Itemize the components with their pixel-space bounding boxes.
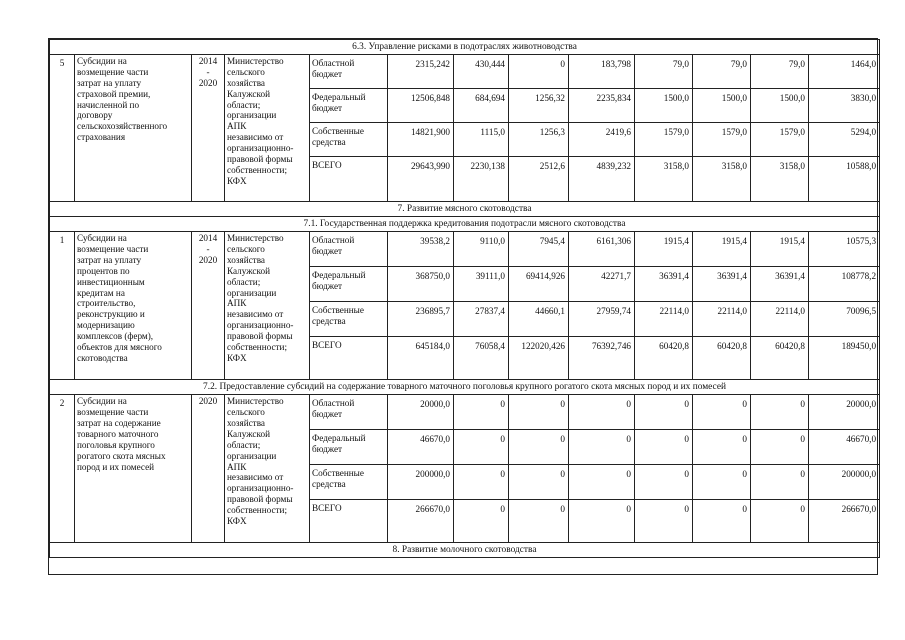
measure-name-line: реконструкцию и	[77, 309, 145, 320]
funding-value: 0	[751, 465, 809, 500]
measure-name-line: Субсидии на	[77, 396, 127, 407]
funding-source: Областной бюджет	[310, 395, 388, 430]
funding-value: 0	[569, 395, 635, 430]
executor	[225, 232, 310, 380]
section-title: 7.1. Государственная поддержка кредитования подотрасли мясного скотоводства	[50, 217, 880, 232]
funding-source: ВСЕГО	[310, 337, 388, 380]
measure-name-line: объектов для мясного	[77, 341, 162, 352]
executor-line: собственности;	[227, 164, 288, 175]
measure-name	[75, 395, 192, 543]
executor-line: организационно-	[227, 142, 294, 153]
funding-row	[50, 232, 880, 267]
measure-name	[75, 55, 192, 202]
funding-value: 1500,0	[635, 89, 693, 123]
funding-value: 0	[635, 465, 693, 500]
funding-value: 6161,306	[569, 232, 635, 267]
funding-value: 39538,2	[388, 232, 454, 267]
period-line: 2020	[198, 255, 218, 265]
executor-line: хозяйства	[227, 255, 265, 265]
funding-value: 266670,0	[388, 500, 454, 543]
measure-name-line: процентов по	[77, 265, 130, 276]
funding-value: 430,444	[454, 55, 509, 89]
funding-value: 236895,7	[388, 302, 454, 337]
executor-line: сельского	[227, 244, 265, 255]
funding-value: 0	[569, 500, 635, 543]
funding-value: 76058,4	[454, 337, 509, 380]
funding-value: 1256,3	[509, 123, 569, 157]
funding-value: 2230,138	[454, 157, 509, 202]
funding-value: 200000,0	[809, 465, 880, 500]
funding-value: 46670,0	[809, 430, 880, 465]
executor-line: области;	[227, 276, 261, 287]
executor-line: организационно-	[227, 483, 294, 494]
funding-value: 79,0	[635, 55, 693, 89]
funding-value: 27837,4	[454, 302, 509, 337]
funding-value: 1579,0	[751, 123, 809, 157]
funding-source: Федеральный бюджет	[310, 267, 388, 302]
funding-value: 36391,4	[751, 267, 809, 302]
funding-value: 29643,990	[388, 157, 454, 202]
funding-value: 10588,0	[809, 157, 880, 202]
funding-value: 3158,0	[693, 157, 751, 202]
funding-value: 1500,0	[751, 89, 809, 123]
row-number: 5	[50, 55, 75, 202]
measure-name-line: скотоводства	[77, 352, 128, 363]
funding-value: 0	[509, 500, 569, 543]
funding-value: 0	[509, 465, 569, 500]
measure-name-line: Субсидии на	[77, 56, 127, 67]
measure-name-line: страхования	[77, 132, 126, 143]
measure-name-line: инвестиционным	[77, 276, 145, 287]
funding-value: 0	[635, 395, 693, 430]
funding-value: 1256,32	[509, 89, 569, 123]
period	[192, 232, 225, 380]
executor-line: организации	[227, 450, 277, 461]
measure-name-line: возмещение части	[77, 407, 149, 418]
funding-source: Областной бюджет	[310, 232, 388, 267]
measure-name-line: затрат на содержание	[77, 418, 161, 429]
period-line: -	[206, 66, 210, 77]
funding-source: ВСЕГО	[310, 500, 388, 543]
section-title: 7. Развитие мясного скотоводства	[50, 202, 880, 217]
funding-source: ВСЕГО	[310, 157, 388, 202]
measure-name-line: сельскохозяйственного	[77, 121, 168, 132]
funding-value: 0	[693, 465, 751, 500]
measure-name-line: страховой премии,	[77, 88, 151, 99]
executor-line: КФХ	[227, 515, 247, 526]
period	[192, 55, 225, 202]
executor-line: собственности;	[227, 504, 288, 515]
measure-name-line: Субсидии на	[77, 233, 127, 244]
section-header-row	[50, 202, 880, 217]
measure-name-line: кредитам на	[77, 287, 125, 298]
funding-value: 1915,4	[693, 232, 751, 267]
funding-value: 44660,1	[509, 302, 569, 337]
executor-line: АПК	[227, 121, 247, 132]
funding-value: 0	[635, 430, 693, 465]
section-title: 6.3. Управление рисками в подотраслях животноводства	[50, 40, 880, 55]
program-table	[49, 39, 880, 558]
executor-line: Калужской	[227, 428, 270, 439]
funding-value: 79,0	[751, 55, 809, 89]
funding-value: 1115,0	[454, 123, 509, 157]
funding-value: 3830,0	[809, 89, 880, 123]
measure-name-line: поголовья крупного	[77, 439, 155, 450]
funding-value: 5294,0	[809, 123, 880, 157]
measure-name	[75, 232, 192, 380]
funding-value: 645184,0	[388, 337, 454, 380]
funding-value: 0	[751, 500, 809, 543]
period-line: 2014	[198, 56, 218, 67]
funding-value: 14821,900	[388, 123, 454, 157]
executor-line: правовой формы	[227, 331, 293, 342]
funding-value: 60420,8	[751, 337, 809, 380]
executor-line: правовой формы	[227, 153, 293, 164]
funding-source: Федеральный бюджет	[310, 89, 388, 123]
executor-line: Калужской	[227, 88, 270, 99]
funding-value: 266670,0	[809, 500, 880, 543]
funding-value: 2315,242	[388, 55, 454, 89]
measure-name-line: договору	[77, 110, 113, 121]
executor-line: независимо от	[227, 132, 284, 143]
funding-source: Собственные средства	[310, 123, 388, 157]
row-number: 1	[50, 232, 75, 380]
funding-source: Областной бюджет	[310, 55, 388, 89]
executor-line: хозяйства	[227, 77, 265, 88]
executor-line: АПК	[227, 298, 247, 309]
funding-source: Собственные средства	[310, 465, 388, 500]
funding-value: 7945,4	[509, 232, 569, 267]
executor-line: собственности;	[227, 341, 288, 352]
funding-value: 0	[693, 500, 751, 543]
funding-value: 368750,0	[388, 267, 454, 302]
document-page	[48, 38, 878, 575]
funding-value: 1500,0	[693, 89, 751, 123]
funding-value: 1915,4	[751, 232, 809, 267]
measure-name-line: товарного маточного	[77, 428, 159, 439]
executor-line: хозяйства	[227, 418, 265, 429]
funding-value: 0	[751, 430, 809, 465]
section-header-row	[50, 217, 880, 232]
executor-line: КФХ	[227, 175, 247, 186]
executor	[225, 395, 310, 543]
executor-line: области;	[227, 439, 261, 450]
funding-value: 36391,4	[693, 267, 751, 302]
funding-value: 0	[509, 395, 569, 430]
executor-line: КФХ	[227, 352, 247, 363]
measure-name-line: строительство,	[77, 298, 136, 309]
funding-value: 79,0	[693, 55, 751, 89]
section-header-row	[50, 40, 880, 55]
executor-line: Министерство	[227, 396, 284, 407]
funding-source: Федеральный бюджет	[310, 430, 388, 465]
funding-value: 9110,0	[454, 232, 509, 267]
funding-value: 0	[693, 430, 751, 465]
executor-line: организации	[227, 110, 277, 121]
funding-value: 69414,926	[509, 267, 569, 302]
funding-value: 0	[454, 395, 509, 430]
measure-name-line: пород и их помесей	[77, 461, 155, 472]
funding-value: 0	[569, 430, 635, 465]
funding-value: 10575,3	[809, 232, 880, 267]
section-header-row	[50, 380, 880, 395]
measure-name-line: затрат на уплату	[77, 77, 142, 88]
funding-value: 22114,0	[751, 302, 809, 337]
period-line: 2020	[198, 396, 218, 407]
period-line: 2020	[198, 77, 218, 88]
measure-name-line: рогатого скота мясных	[77, 450, 166, 461]
funding-value: 70096,5	[809, 302, 880, 337]
measure-name-line: затрат на уплату	[77, 255, 142, 265]
funding-value: 60420,8	[693, 337, 751, 380]
period-line: -	[206, 244, 210, 255]
funding-value: 22114,0	[693, 302, 751, 337]
funding-value: 1579,0	[635, 123, 693, 157]
funding-row	[50, 395, 880, 430]
funding-value: 36391,4	[635, 267, 693, 302]
funding-value: 60420,8	[635, 337, 693, 380]
section-header-row	[50, 543, 880, 558]
measure-name-line: возмещение части	[77, 244, 149, 255]
funding-value: 22114,0	[635, 302, 693, 337]
funding-value: 0	[509, 430, 569, 465]
executor-line: Калужской	[227, 265, 270, 276]
funding-value: 1915,4	[635, 232, 693, 267]
funding-value: 0	[751, 395, 809, 430]
funding-value: 200000,0	[388, 465, 454, 500]
executor-line: организации	[227, 287, 277, 298]
section-title: 7.2. Предоставление субсидий на содержание товарного маточного поголовья крупного рогатого скота мясных пород и их помесей	[50, 380, 880, 395]
funding-value: 0	[454, 500, 509, 543]
funding-value: 0	[509, 55, 569, 89]
funding-value: 0	[454, 465, 509, 500]
funding-value: 76392,746	[569, 337, 635, 380]
funding-value: 1464,0	[809, 55, 880, 89]
funding-value: 0	[635, 500, 693, 543]
funding-value: 2512,6	[509, 157, 569, 202]
funding-value: 2235,834	[569, 89, 635, 123]
funding-source: Собственные средства	[310, 302, 388, 337]
executor-line: АПК	[227, 461, 247, 472]
funding-value: 42271,7	[569, 267, 635, 302]
funding-value: 20000,0	[388, 395, 454, 430]
measure-name-line: начисленной по	[77, 99, 140, 110]
executor-line: Министерство	[227, 56, 284, 67]
funding-value: 39111,0	[454, 267, 509, 302]
funding-value: 27959,74	[569, 302, 635, 337]
funding-value: 12506,848	[388, 89, 454, 123]
measure-name-line: возмещение части	[77, 66, 149, 77]
executor-line: правовой формы	[227, 494, 293, 505]
funding-value: 684,694	[454, 89, 509, 123]
funding-value: 2419,6	[569, 123, 635, 157]
executor-line: Министерство	[227, 233, 284, 244]
executor-line: независимо от	[227, 309, 284, 320]
period-line: 2014	[198, 233, 218, 244]
funding-value: 0	[569, 465, 635, 500]
executor-line: сельского	[227, 407, 265, 418]
executor-line: области;	[227, 99, 261, 110]
funding-value: 1579,0	[693, 123, 751, 157]
funding-value: 122020,426	[509, 337, 569, 380]
funding-value: 0	[454, 430, 509, 465]
funding-row	[50, 55, 880, 89]
measure-name-line: комплексов (ферм),	[77, 331, 154, 342]
funding-value: 189450,0	[809, 337, 880, 380]
section-title: 8. Развитие молочного скотоводства	[50, 543, 880, 558]
executor-line: сельского	[227, 66, 265, 77]
period	[192, 395, 225, 543]
funding-value: 46670,0	[388, 430, 454, 465]
executor-line: организационно-	[227, 320, 294, 331]
executor	[225, 55, 310, 202]
executor-line: независимо от	[227, 472, 284, 483]
measure-name-line: модернизацию	[77, 320, 135, 331]
funding-value: 108778,2	[809, 267, 880, 302]
funding-value: 20000,0	[809, 395, 880, 430]
row-number: 2	[50, 395, 75, 543]
funding-value: 3158,0	[751, 157, 809, 202]
funding-value: 4839,232	[569, 157, 635, 202]
funding-value: 3158,0	[635, 157, 693, 202]
funding-value: 183,798	[569, 55, 635, 89]
funding-value: 0	[693, 395, 751, 430]
